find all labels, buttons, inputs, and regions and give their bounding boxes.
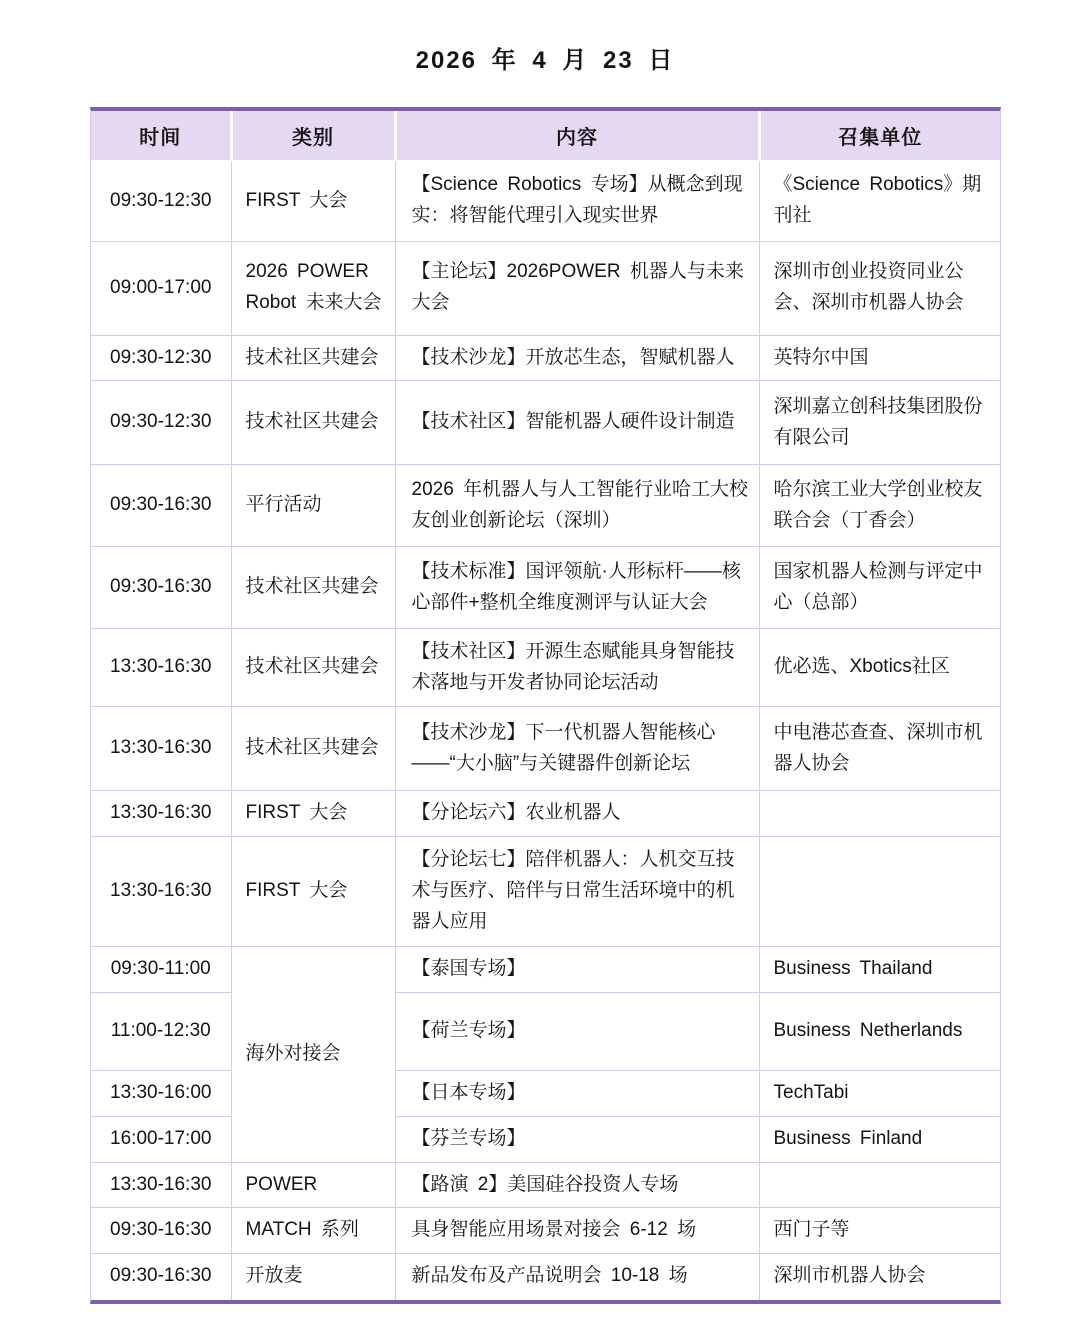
category-cell: 技术社区共建会 xyxy=(231,629,395,707)
content-cell: 【泰国专场】 xyxy=(395,947,759,993)
time-cell: 16:00-17:00 xyxy=(91,1116,231,1162)
column-header-category: 类别 xyxy=(231,111,395,161)
table-row xyxy=(91,1162,1000,1208)
time-cell: 13:30-16:30 xyxy=(91,629,231,707)
time-cell: 09:00-17:00 xyxy=(91,241,231,335)
category-cell: 技术社区共建会 xyxy=(231,707,395,791)
content-cell: 【路演 2】美国硅谷投资人专场 xyxy=(395,1162,759,1208)
content-cell: 【Science Robotics 专场】从概念到现实：将智能代理引入现实世界 xyxy=(395,161,759,241)
content-cell: 【技术沙龙】开放芯生态，智赋机器人 xyxy=(395,335,759,381)
category-cell: 技术社区共建会 xyxy=(231,335,395,381)
content-cell: 【技术社区】开源生态赋能具身智能技术落地与开发者协同论坛活动 xyxy=(395,629,759,707)
table-row xyxy=(91,1070,1000,1116)
time-cell: 09:30-12:30 xyxy=(91,161,231,241)
column-header-organizer: 召集单位 xyxy=(759,111,1000,161)
table-row xyxy=(91,947,1000,993)
table-row xyxy=(91,465,1000,547)
organizer-cell: 深圳嘉立创科技集团股份有限公司 xyxy=(759,381,1000,465)
time-cell: 09:30-12:30 xyxy=(91,335,231,381)
category-cell: 技术社区共建会 xyxy=(231,381,395,465)
organizer-cell: 深圳市机器人协会 xyxy=(759,1254,1000,1300)
table-row xyxy=(91,381,1000,465)
content-cell: 2026 年机器人与人工智能行业哈工大校友创业创新论坛（深圳） xyxy=(395,465,759,547)
table-row xyxy=(91,992,1000,1070)
organizer-cell: 中电港芯查查、深圳市机器人协会 xyxy=(759,707,1000,791)
time-cell: 13:30-16:00 xyxy=(91,1070,231,1116)
content-cell: 【技术标准】国评领航·人形标杆——核心部件+整机全维度测评与认证大会 xyxy=(395,547,759,629)
time-cell: 09:30-16:30 xyxy=(91,1208,231,1254)
content-cell: 具身智能应用场景对接会 6-12 场 xyxy=(395,1208,759,1254)
category-cell: 2026 POWER Robot 未来大会 xyxy=(231,241,395,335)
table-row xyxy=(91,837,1000,947)
table-row xyxy=(91,791,1000,837)
content-cell: 【分论坛七】陪伴机器人：人机交互技术与医疗、陪伴与日常生活环境中的机器人应用 xyxy=(395,837,759,947)
table-row xyxy=(91,707,1000,791)
organizer-cell: 《Science Robotics》期刊社 xyxy=(759,161,1000,241)
time-cell: 13:30-16:30 xyxy=(91,707,231,791)
organizer-cell: Business Netherlands xyxy=(759,992,1000,1070)
content-cell: 【技术沙龙】下一代机器人智能核心——“大小脑”与关键器件创新论坛 xyxy=(395,707,759,791)
organizer-cell xyxy=(759,791,1000,837)
organizer-cell xyxy=(759,1162,1000,1208)
time-cell: 13:30-16:30 xyxy=(91,1162,231,1208)
organizer-cell: 深圳市创业投资同业公会、深圳市机器人协会 xyxy=(759,241,1000,335)
content-cell: 【荷兰专场】 xyxy=(395,992,759,1070)
category-cell: 海外对接会 xyxy=(231,947,395,1163)
table-row xyxy=(91,629,1000,707)
time-cell: 09:30-12:30 xyxy=(91,381,231,465)
category-cell: FIRST 大会 xyxy=(231,791,395,837)
column-header-content: 内容 xyxy=(395,111,759,161)
table-row xyxy=(91,1254,1000,1300)
organizer-cell: 西门子等 xyxy=(759,1208,1000,1254)
time-cell: 09:30-16:30 xyxy=(91,465,231,547)
organizer-cell: 优必选、Xbotics社区 xyxy=(759,629,1000,707)
organizer-cell: TechTabi xyxy=(759,1070,1000,1116)
schedule-table-body xyxy=(91,161,1000,1300)
table-header-row xyxy=(91,111,1000,161)
category-cell: FIRST 大会 xyxy=(231,161,395,241)
table-row xyxy=(91,161,1000,241)
organizer-cell: 英特尔中国 xyxy=(759,335,1000,381)
content-cell: 【日本专场】 xyxy=(395,1070,759,1116)
category-cell: 开放麦 xyxy=(231,1254,395,1300)
time-cell: 09:30-16:30 xyxy=(91,547,231,629)
organizer-cell xyxy=(759,837,1000,947)
category-cell: 平行活动 xyxy=(231,465,395,547)
organizer-cell: Business Thailand xyxy=(759,947,1000,993)
content-cell: 【分论坛六】农业机器人 xyxy=(395,791,759,837)
time-cell: 09:30-11:00 xyxy=(91,947,231,993)
table-row xyxy=(91,547,1000,629)
table-row xyxy=(91,1208,1000,1254)
category-cell: FIRST 大会 xyxy=(231,837,395,947)
category-cell: POWER xyxy=(231,1162,395,1208)
column-header-time: 时间 xyxy=(91,111,231,161)
table-row xyxy=(91,1116,1000,1162)
organizer-cell: 国家机器人检测与评定中心（总部） xyxy=(759,547,1000,629)
organizer-cell: 哈尔滨工业大学创业校友联合会（丁香会） xyxy=(759,465,1000,547)
table-row xyxy=(91,335,1000,381)
schedule-table-container xyxy=(90,107,1001,1304)
time-cell: 13:30-16:30 xyxy=(91,837,231,947)
time-cell: 13:30-16:30 xyxy=(91,791,231,837)
category-cell: MATCH 系列 xyxy=(231,1208,395,1254)
schedule-table xyxy=(91,111,1000,1300)
category-cell: 技术社区共建会 xyxy=(231,547,395,629)
table-row xyxy=(91,241,1000,335)
content-cell: 【芬兰专场】 xyxy=(395,1116,759,1162)
content-cell: 【主论坛】2026POWER 机器人与未来大会 xyxy=(395,241,759,335)
content-cell: 新品发布及产品说明会 10-18 场 xyxy=(395,1254,759,1300)
page-title: 2026 年 4 月 23 日 xyxy=(415,47,675,74)
content-cell: 【技术社区】智能机器人硬件设计制造 xyxy=(395,381,759,465)
organizer-cell: Business Finland xyxy=(759,1116,1000,1162)
time-cell: 09:30-16:30 xyxy=(91,1254,231,1300)
time-cell: 11:00-12:30 xyxy=(91,992,231,1070)
